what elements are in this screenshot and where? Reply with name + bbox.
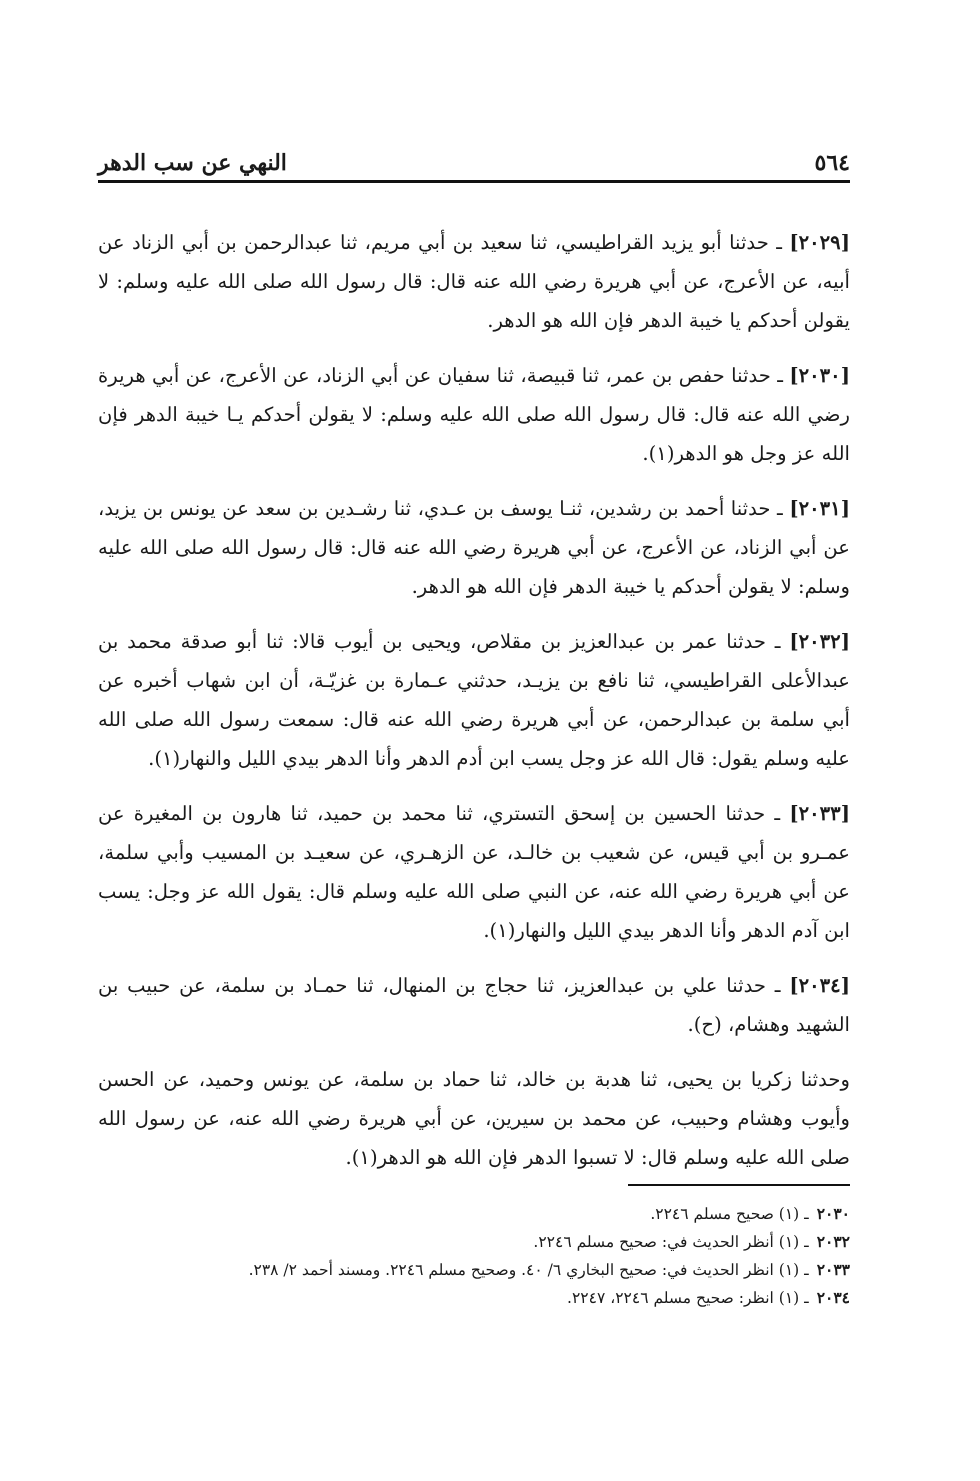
hadith-paragraph (98, 489, 850, 606)
header-rule (98, 180, 850, 183)
hadith-text: ـ حدثنا أبو يزيد القراطيسي، ثنا سعيد بن أبي مريم، ثنا عبدالرحمن بن أبي الزناد عن أبيه، عن الأعرج، عن أبي هريرة رضي الله عنه قال: قال رسول الله صلى الله عليه وسلم: لا يقولن أحدكم يا خيبة الدهر فإن الله هو الدهر. (98, 231, 850, 332)
hadith-text: ـ حدثنا أحمد بن رشدين، ثنـا يوسف بن عـدي، ثنا رشـدين بن سعد عن يونس بن يزيد، عن أبي الزناد، عن الأعرج، عن أبي هريرة رضي الله عنه قال: قال رسول الله صلى الله عليه وسلم: لا يقولن أحدكم يا خيبة الدهر فإن الله هو الدهر. (98, 497, 850, 598)
footnote-rule (628, 1184, 850, 1186)
running-head (98, 136, 850, 176)
footnote-ref: ٢٠٣٠ (816, 1204, 850, 1223)
footnote-text: ـ (١) انظر الحديث في: صحيح البخاري ٦/ ٤٠. وصحيح مسلم ٢٢٤٦. ومسند أحمد ٢/ ٢٣٨. (248, 1261, 809, 1279)
page-number: ٥٦٤ (814, 150, 850, 176)
hadith-paragraph (98, 356, 850, 473)
footnote (98, 1284, 850, 1312)
hadith-number: [٢٠٣٤] (789, 974, 850, 997)
hadith-paragraph (98, 966, 850, 1044)
hadith-text: وحدثنا زكريا بن يحيى، ثنا هدبة بن خالد، ثنا حماد بن سلمة، عن يونس وحميد، عن الحسن وأيوب وهشام وحبيب، عن محمد بن سيرين، عن أبي هريرة رضي الله عنه، عن رسول الله صلى الله عليه وسلم قال: لا تسبوا الدهر فإن الله هو الدهر(١). (98, 1068, 850, 1169)
footnote-text: ـ (١) انظر: صحيح مسلم ٢٢٤٦، ٢٢٤٧. (567, 1289, 809, 1307)
hadith-paragraph (98, 622, 850, 778)
footnote (98, 1256, 850, 1284)
hadith-number: [٢٠٣١] (789, 497, 850, 520)
hadith-number: [٢٠٣٢] (789, 630, 850, 653)
footnote-text: ـ (١) أنظر الحديث في: صحيح مسلم ٢٢٤٦. (533, 1233, 809, 1251)
footnote-ref: ٢٠٣٤ (816, 1288, 850, 1307)
hadith-number: [٢٠٢٩] (789, 231, 850, 254)
footnote (98, 1200, 850, 1228)
hadith-paragraph (98, 794, 850, 950)
footnote (98, 1228, 850, 1256)
hadith-number: [٢٠٣٣] (789, 802, 850, 825)
footnote-ref: ٢٠٣٢ (816, 1232, 850, 1251)
hadith-text: ـ حدثنا علي بن عبدالعزيز، ثنا حجاج بن المنهال، ثنا حمـاد بن سلمة، عن حبيب بن الشهيد وهشام، (ح). (98, 974, 850, 1036)
chapter-title: النهي عن سب الدهر (98, 150, 287, 176)
hadith-text: ـ حدثنا حفص بن عمر، ثنا قبيصة، ثنا سفيان عن أبي الزناد، عن الأعرج، عن أبي هريرة رضي الله عنه قال: قال رسول الله صلى الله عليه وسلم: لا يقولن أحدكم يـا خيبة الدهر فإن الله عز وجل هو الدهر(١). (98, 364, 850, 465)
hadith-list (98, 223, 850, 1177)
footnote-text: ـ (١) صحيح مسلم ٢٢٤٦. (650, 1205, 809, 1223)
hadith-paragraph (98, 223, 850, 340)
hadith-number: [٢٠٣٠] (789, 364, 850, 387)
footnote-ref: ٢٠٣٣ (816, 1260, 850, 1279)
footnotes (98, 1184, 850, 1312)
hadith-text: ـ حدثنا الحسين بن إسحق التستري، ثنا محمد بن حميد، ثنا هارون بن المغيرة عن عمـرو بن أبي قيس، عن شعيب بن خالـد، عن الزهـري، عن سعيـد بن المسيب وأبي سلمة، عن أبي هريرة رضي الله عنه، عن النبي صلى الله عليه وسلم قال: يقول الله عز وجل: يسب ابن آدم الدهر وأنا الدهر بيدي الليل والنهار(١). (98, 802, 850, 942)
hadith-text: ـ حدثنا عمر بن عبدالعزيز بن مقلاص، ويحيى بن أيوب قالا: ثنا أبو صدقة محمد بن عبدالأعلى القراطيسي، ثنا نافع بن يزيـد، حدثني عـمارة بن غزيّـة، أن ابن شهاب أخبره عن أبي سلمة بن عبدالرحمن، عن أبي هريرة رضي الله عنه قال: سمعت رسول الله صلى الله عليه وسلم يقول: قال الله عز وجل يسب ابن أدم الدهر وأنا الدهر بيدي الليل والنهار(١). (98, 630, 850, 770)
hadith-paragraph (98, 1060, 850, 1177)
page (98, 136, 850, 1307)
